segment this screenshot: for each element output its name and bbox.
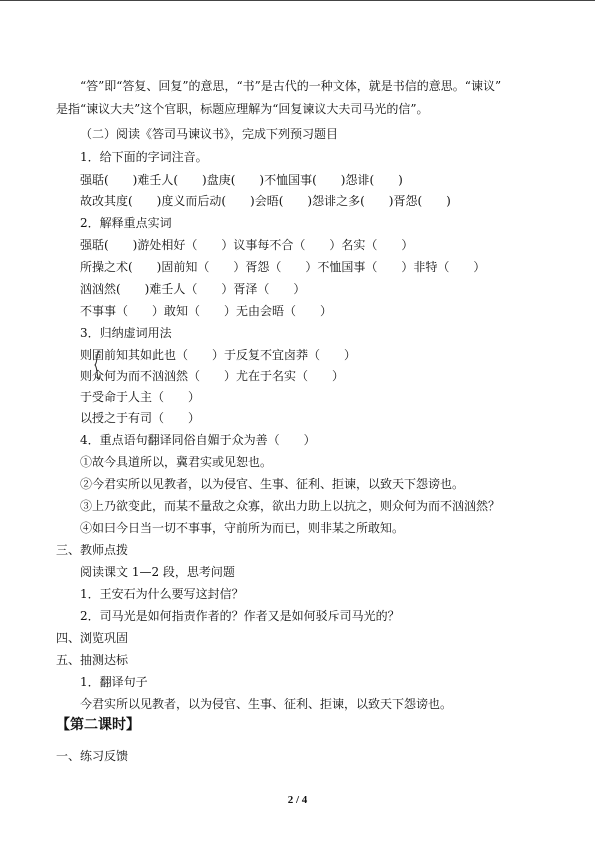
text-line: 今君实所以见教者，以为侵官、生事、征利、拒谏，以致天下怨谤也。 — [80, 697, 453, 711]
text-line: 强聒( )难壬人( )盘庚( )不恤国事( )怨诽( ) — [80, 173, 403, 187]
text-line: 2．解释重点实词 — [80, 216, 172, 230]
section-heading: 四、浏览巩固 — [56, 631, 129, 645]
text-line: 3．归纳虚词用法 — [80, 326, 172, 340]
lesson-heading: 【第二课时】 — [56, 717, 140, 733]
text-line: 故改其度( )度义而后动( )会晤( )怨诽之多( )胥怨( ) — [80, 194, 451, 208]
text-line: （二）阅读《答司马谏议书》，完成下列预习题目 — [80, 127, 339, 141]
section-heading: 五、抽测达标 — [56, 653, 129, 667]
text-line: 则固前知其如此也（ ）于反复不宜卤莽（ ） — [80, 348, 357, 362]
text-line: 是指“谏议大夫”这个官职，标题应理解为“回复谏议大夫司马光的信”。 — [56, 102, 429, 116]
text-line: 汹汹然( )难壬人（ ）胥泽（ ） — [80, 282, 306, 296]
section-heading: 一、练习反馈 — [56, 749, 129, 763]
text-line: 1．王安石为什么要写这封信？ — [80, 587, 244, 601]
text-line: 则众何为而不汹汹然（ ）尤在于名实（ ） — [80, 369, 345, 383]
text-line: ①故今具道所以，冀君实或见恕也。 — [80, 455, 273, 469]
text-line: 1．给下面的字词注音。 — [80, 150, 208, 164]
text-line: 不事事（ ）敢知（ ）无由会晤（ ） — [80, 304, 333, 318]
text-line: ③上乃欲变此，而某不量敌之众寡，欲出力助上以抗之，则众何为而不汹汹然？ — [80, 499, 501, 513]
section-heading: 三、教师点拨 — [56, 543, 129, 557]
header-rule — [0, 0, 595, 1]
text-line: ④如曰今日当一切不事事，守前所为而已，则非某之所敢知。 — [80, 521, 405, 535]
text-line: ②今君实所以见教者，以为侵官、生事、征利、拒谏，以致天下怨谤也。 — [80, 477, 465, 491]
text-line: 4．重点语句翻译同俗自媚于众为善（ ） — [80, 433, 316, 447]
text-line: 2．司马光是如何指责作者的？作者又是如何驳斥司马光的？ — [80, 609, 400, 623]
text-line: “答”即“答复、回复”的意思，“书”是古代的一种文体，就是书信的意思。“谏议” — [80, 79, 502, 93]
text-line: 1．翻译句子 — [80, 675, 148, 689]
page-number: 2 / 4 — [287, 794, 308, 806]
text-line: 所操之术( )固前知（ ）胥怨（ ）不恤国事（ ）非特（ ） — [80, 260, 486, 274]
text-line: 强聒( )游处相好（ ）议事每不合（ ）名实（ ） — [80, 238, 414, 252]
text-line: 阅读课文 1—2 段，思考问题 — [80, 565, 235, 579]
text-line: 以授之于有司（ ） — [80, 411, 201, 425]
text-line: 于受命于人主（ ） — [80, 390, 201, 404]
bracket-mark-icon — [94, 350, 102, 380]
